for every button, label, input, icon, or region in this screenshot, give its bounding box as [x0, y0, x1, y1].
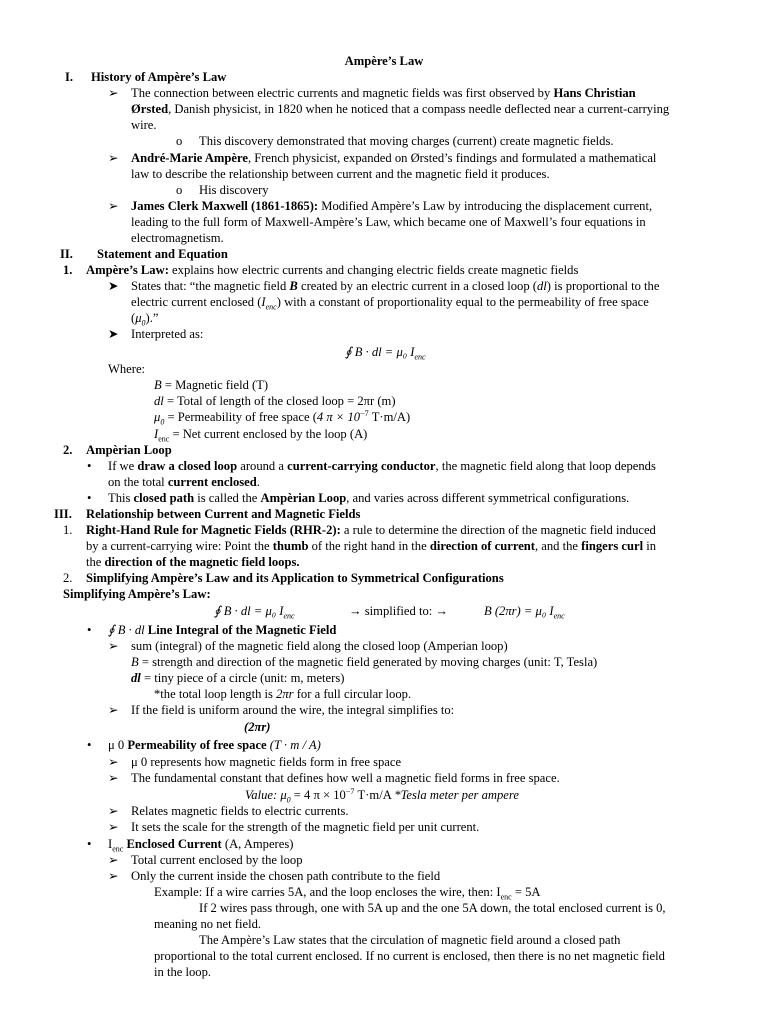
s3-item2-heading: Simplifying Ampère’s Law and its Application to Symmetrical Configurations	[86, 571, 504, 585]
arrow-bullet-icon: ➢	[108, 199, 119, 213]
section-2-number: II.	[60, 247, 73, 261]
s1-b3-line1: James Clerk Maxwell (1861-1865): Modified Ampère’s Law by introducing the displacement current,	[131, 199, 653, 213]
s1-b2-line1: André-Marie Ampère, French physicist, expanded on Ørsted’s findings and formulated a mathematical	[131, 151, 657, 165]
dot-bullet-icon: •	[87, 738, 92, 752]
arrow-bullet-icon: ➢	[108, 804, 119, 818]
statement-line3: $(\mu_0)$.”	[131, 311, 159, 328]
arrow-bullet-icon: ➢	[108, 869, 119, 883]
mu-value: Value: $\mu_0 = 4$ $\pi \times 10^{-7}$ T·m/A *Tesla meter per ampere	[245, 786, 519, 805]
li-line5: If the field is uniform around the wire, the integral simplifies to:	[131, 703, 455, 717]
arrow-bullet-icon: ➢	[108, 853, 119, 867]
page-title: Ampère’s Law	[344, 54, 424, 68]
rhr-line3: the direction of the magnetic field loops.	[86, 555, 300, 569]
equation-left: ∮ B · dl = μ₀ $I_{enc}$	[214, 604, 295, 621]
where-b: B = Magnetic field (T)	[154, 378, 269, 392]
example-line1: Example: If a wire carries 5A, and the loop encloses the wire, then: $I_{enc} = 5A$	[154, 885, 541, 902]
simplified-arrow-text: → simplified to: →	[349, 604, 448, 618]
s1-b1-line1: The connection between electric currents and magnetic fields was first observed by Hans Christian	[131, 86, 636, 100]
s1-b3-line2: leading to the full form of Maxwell-Ampère’s Law, which became one of Maxwell’s four equations in	[131, 215, 646, 229]
rhr-line1: Right-Hand Rule for Magnetic Fields (RHR-2): a rule to determine the direction of the magnetic field induced	[86, 523, 656, 537]
section-1-heading: History of Ampère’s Law	[91, 70, 227, 84]
section-1-number: I.	[65, 70, 74, 84]
arrow-bullet-icon: ➢	[108, 820, 119, 834]
s1-b1-line3: wire.	[131, 118, 157, 132]
summary-line1: The Ampère’s Law states that the circulation of magnetic field around a closed path	[199, 933, 621, 947]
dot-bullet-icon: •	[87, 459, 92, 473]
s1-b3-line3: electromagnetism.	[131, 231, 224, 245]
where-label: Where:	[108, 362, 146, 376]
mu-line3: Relates magnetic fields to electric currents.	[131, 804, 349, 818]
example-line3: meaning no net field.	[154, 917, 262, 931]
amperian-line3: This closed path is called the Ampèrian Loop, and varies across different symmetrical configurations.	[108, 491, 630, 505]
where-mu0: $\mu_0$ = Permeability of free space (4 $\pi \times 10^{-7}$ T·m/A)	[154, 408, 411, 427]
dot-bullet-icon: •	[87, 623, 92, 637]
s2-item2-heading: Ampèrian Loop	[86, 443, 172, 457]
arrow-bold-bullet-icon: ➤	[108, 327, 119, 341]
mu-line4: It sets the scale for the strength of the magnetic field per unit current.	[131, 820, 480, 834]
arrow-bullet-icon: ➢	[108, 703, 119, 717]
s1-b2-line2: law to describe the relationship between current and the magnetic field it produces.	[131, 167, 550, 181]
s1-b1-line2: Ørsted, Danish physicist, in 1820 when he noticed that a compass needle deflected near a current-carrying	[131, 102, 670, 116]
amperian-line1: If we draw a closed loop around a current-carrying conductor, the magnetic field along that loop depends	[108, 459, 656, 473]
arrow-bullet-icon: ➢	[108, 755, 119, 769]
s3-item2-number: 2.	[63, 571, 73, 585]
enclosed-current-heading: $I_{enc}$ Enclosed Current (A, Amperes)	[108, 837, 294, 854]
li-line1: sum (integral) of the magnetic field along the closed loop (Amperian loop)	[131, 639, 508, 653]
permeability-heading: μ 0 Permeability of free space (T · m / A)	[108, 738, 321, 752]
ampere-equation: ∮ B · dl = μ₀ $I_{enc}$	[345, 345, 426, 362]
li-line4: *the total loop length is 2πr for a full circular loop.	[154, 687, 412, 701]
where-dl: dl = Total of length of the closed loop = 2πr (m)	[154, 394, 396, 408]
circle-bullet-icon: o	[176, 134, 183, 148]
ie-line1: Total current enclosed by the loop	[131, 853, 303, 867]
line-integral-heading: ∮ B · dl Line Integral of the Magnetic Field	[108, 623, 337, 637]
mu-line1: μ 0 represents how magnetic fields form in free space	[131, 755, 402, 769]
amperian-line2: on the total current enclosed.	[108, 475, 260, 489]
statement-line2: electric current enclosed $(I_{enc})$ with a constant of proportionality equal to the permeability of free space	[131, 295, 649, 312]
s2-item1-text: Ampère’s Law: explains how electric currents and changing electric fields create magnetic fields	[86, 263, 579, 277]
s2-item2-number: 2.	[63, 443, 73, 457]
dot-bullet-icon: •	[87, 837, 92, 851]
arrow-bold-bullet-icon: ➤	[108, 279, 119, 293]
arrow-bullet-icon: ➢	[108, 151, 119, 165]
circle-bullet-icon: o	[176, 183, 183, 197]
mu-line2: The fundamental constant that defines how well a magnetic field forms in free space.	[131, 771, 560, 785]
arrow-bullet-icon: ➢	[108, 86, 119, 100]
s2-item1-number: 1.	[63, 263, 73, 277]
s3-item1-number: 1.	[63, 523, 73, 537]
s1-b2-sub: His discovery	[199, 183, 269, 197]
equation-right: B (2πr) = μ₀ $I_{enc}$	[484, 604, 565, 621]
simplifying-label: Simplifying Ampère’s Law:	[63, 587, 211, 601]
arrow-bullet-icon: ➢	[108, 639, 119, 653]
ie-line2: Only the current inside the chosen path contribute to the field	[131, 869, 441, 883]
summary-line2: proportional to the total current enclosed. If no current is enclosed, then there is no net magnetic field	[154, 949, 665, 963]
s1-b1-sub: This discovery demonstrated that moving charges (current) create magnetic fields.	[199, 134, 614, 148]
interpreted-as: Interpreted as:	[131, 327, 204, 341]
arrow-bullet-icon: ➢	[108, 771, 119, 785]
section-2-heading: Statement and Equation	[97, 247, 228, 261]
example-line2: If 2 wires pass through, one with 5A up and the one 5A down, the total enclosed current is 0,	[199, 901, 666, 915]
summary-line3: in the loop.	[154, 965, 212, 979]
statement-line1: States that: “the magnetic field B created by an electric current in a closed loop (dl) is proportional to the	[131, 279, 660, 293]
section-3-heading: Relationship between Current and Magnetic Fields	[86, 507, 361, 521]
dot-bullet-icon: •	[87, 491, 92, 505]
li-2pir: (2πr)	[244, 720, 271, 734]
li-line2: B = strength and direction of the magnetic field generated by moving charges (unit: T, Tesla)	[131, 655, 598, 669]
where-ienc: $I_{enc}$ = Net current enclosed by the loop (A)	[154, 427, 368, 444]
li-line3: dl = tiny piece of a circle (unit: m, meters)	[131, 671, 345, 685]
rhr-line2: by a current-carrying wire: Point the thumb of the right hand in the direction of current, and the fingers curl in	[86, 539, 657, 553]
section-3-number: III.	[54, 507, 72, 521]
